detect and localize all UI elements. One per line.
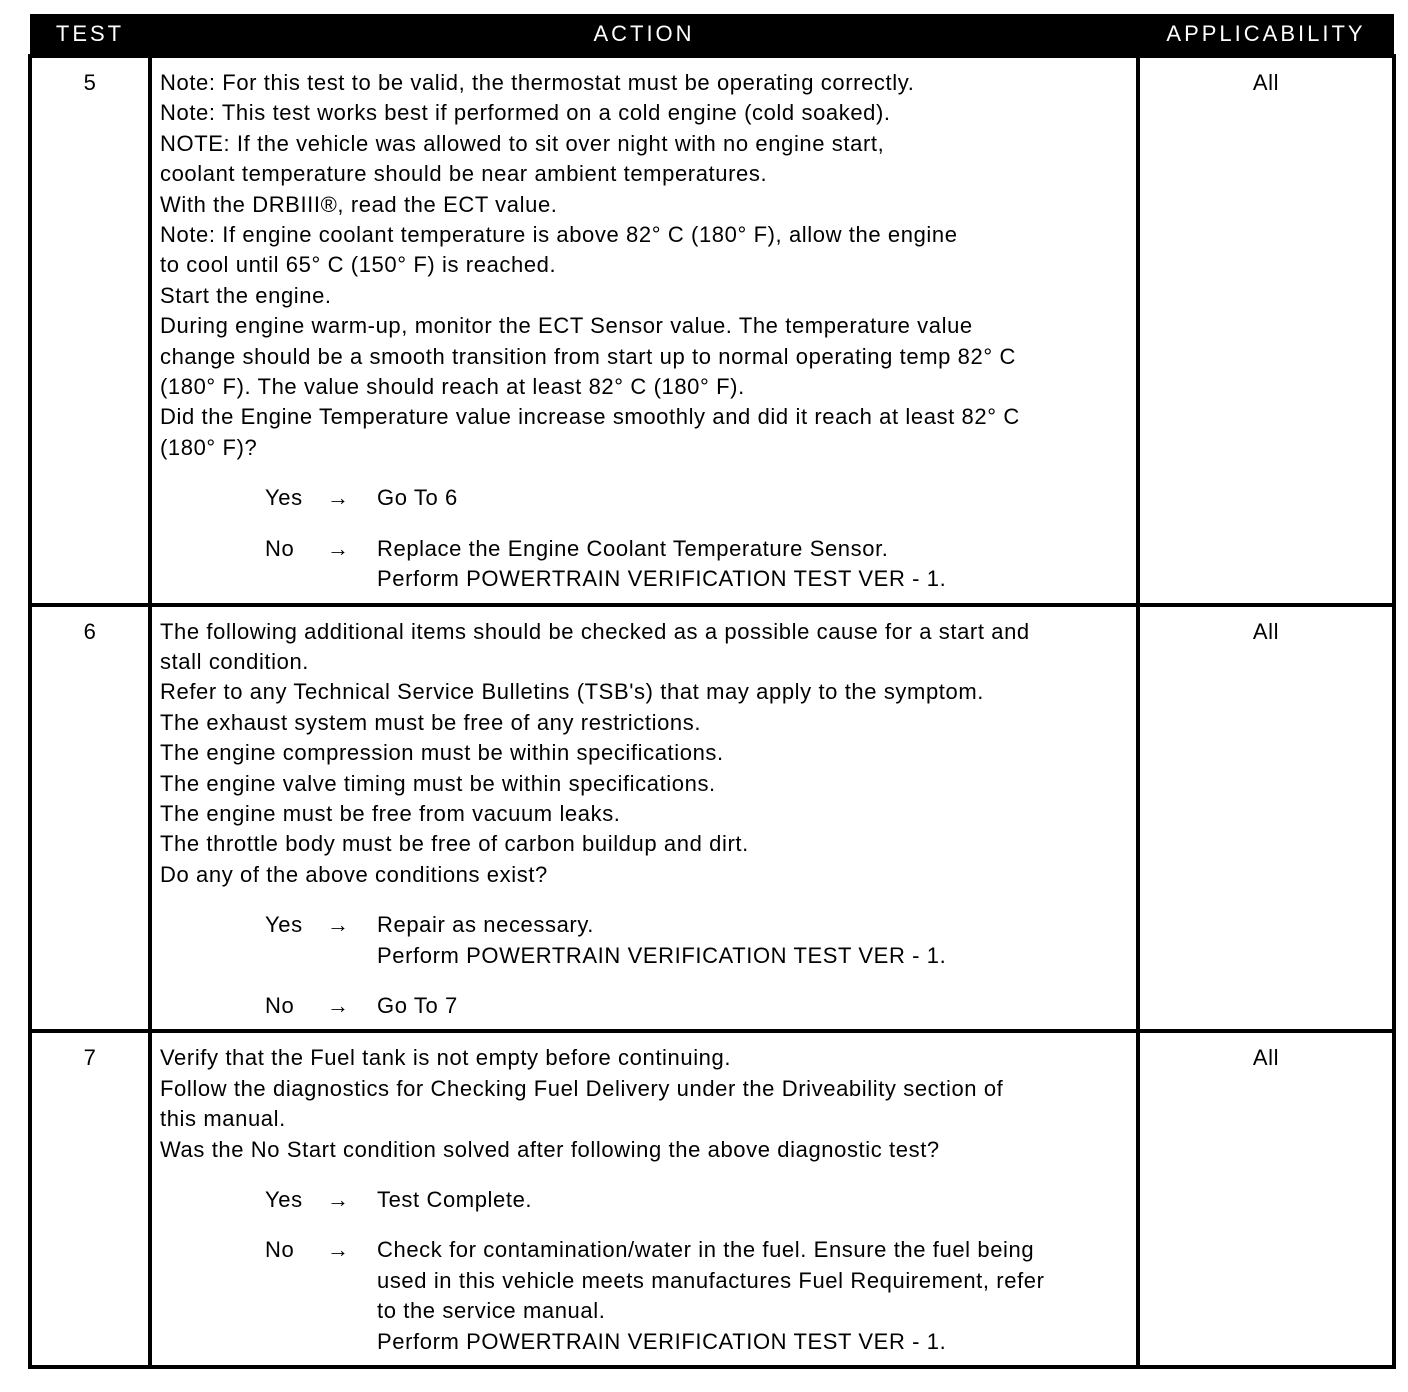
action-text-line: coolant temperature should be near ambient temperatures. <box>160 161 768 187</box>
yes-label: Yes <box>265 485 303 511</box>
action-text-line: During engine warm-up, monitor the ECT Sensor value. The temperature value <box>160 313 973 339</box>
action-text-line: Do any of the above conditions exist? <box>160 861 548 887</box>
no-result <box>377 1235 1130 1357</box>
action-text-line: stall condition. <box>160 648 310 674</box>
table-row <box>30 56 1394 605</box>
yes-result <box>377 483 1130 513</box>
right-arrow-icon: → <box>327 535 350 561</box>
action-text-line: The engine valve timing must be within specifications. <box>160 770 716 796</box>
result-text-line: Perform POWERTRAIN VERIFICATION TEST VER - 1. <box>377 942 947 968</box>
action-text-line: Note: This test works best if performed on a cold engine (cold soaked). <box>160 100 891 126</box>
header-action: ACTION <box>150 14 1138 56</box>
right-arrow-icon: → <box>327 912 350 938</box>
table-body <box>30 56 1394 1367</box>
action-text-line: The engine compression must be within specifications. <box>160 740 724 766</box>
no-label: No <box>265 535 295 561</box>
action-text-line: The engine must be free from vacuum leaks. <box>160 800 621 826</box>
no-result <box>377 991 1130 1021</box>
test-number: 7 <box>30 1031 150 1367</box>
result-text-line: Check for contamination/water in the fuel. Ensure the fuel being <box>377 1237 1035 1263</box>
table-header-row <box>30 14 1394 56</box>
header-test: TEST <box>30 14 150 56</box>
yes-label: Yes <box>265 912 303 938</box>
no-outcome <box>160 534 1130 595</box>
result-text-line: Perform POWERTRAIN VERIFICATION TEST VER - 1. <box>377 566 947 592</box>
result-text-line: Go To 6 <box>377 485 458 511</box>
result-text-line: Go To 7 <box>377 992 458 1018</box>
action-text-line: Was the No Start condition solved after following the above diagnostic test? <box>160 1136 940 1162</box>
header-applicability: APPLICABILITY <box>1138 14 1394 56</box>
action-text-line: Refer to any Technical Service Bulletins (TSB's) that may apply to the symptom. <box>160 679 984 705</box>
applicability-cell: All <box>1138 56 1394 605</box>
diagnostic-procedure-sheet <box>28 14 1392 1369</box>
action-cell <box>150 56 1138 605</box>
test-number: 6 <box>30 605 150 1032</box>
action-text-line: Note: For this test to be valid, the thermostat must be operating correctly. <box>160 70 915 95</box>
action-text-line: NOTE: If the vehicle was allowed to sit over night with no engine start, <box>160 130 885 156</box>
table-row <box>30 1031 1394 1367</box>
action-text-line: change should be a smooth transition from start up to normal operating temp 82° C <box>160 343 1016 369</box>
result-text-line: to the service manual. <box>377 1298 606 1324</box>
no-label: No <box>265 992 295 1018</box>
action-text-line: Follow the diagnostics for Checking Fuel Delivery under the Driveability section of <box>160 1075 1004 1101</box>
no-label: No <box>265 1237 295 1263</box>
right-arrow-icon: → <box>327 992 350 1018</box>
action-text-line: The throttle body must be free of carbon buildup and dirt. <box>160 831 749 857</box>
action-text-line: The exhaust system must be free of any restrictions. <box>160 709 702 735</box>
no-result <box>377 534 1130 595</box>
action-text-line: Start the engine. <box>160 282 332 308</box>
test-number: 5 <box>30 56 150 605</box>
applicability-cell: All <box>1138 1031 1394 1367</box>
yes-outcome <box>160 483 1130 513</box>
result-text-line: Perform POWERTRAIN VERIFICATION TEST VER - 1. <box>377 1328 947 1354</box>
action-text-line: this manual. <box>160 1106 286 1132</box>
table-row <box>30 605 1394 1032</box>
applicability-cell: All <box>1138 605 1394 1032</box>
action-text-line: Did the Engine Temperature value increase smoothly and did it reach at least 82° C <box>160 404 1020 430</box>
action-text-line: (180° F). The value should reach at least 82° C (180° F). <box>160 374 745 400</box>
yes-outcome <box>160 1185 1130 1215</box>
action-text-line: to cool until 65° C (150° F) is reached. <box>160 252 557 278</box>
right-arrow-icon: → <box>327 1187 350 1212</box>
right-arrow-icon: → <box>327 1237 350 1263</box>
action-cell <box>150 1031 1138 1367</box>
action-text-line: (180° F)? <box>160 434 258 460</box>
result-text-line: Test Complete. <box>377 1187 533 1212</box>
yes-outcome <box>160 910 1130 971</box>
right-arrow-icon: → <box>327 485 350 511</box>
result-text-line: Replace the Engine Coolant Temperature Sensor. <box>377 535 889 561</box>
action-text-line: The following additional items should be checked as a possible cause for a start and <box>160 618 1030 644</box>
yes-label: Yes <box>265 1187 303 1212</box>
no-outcome <box>160 1235 1130 1357</box>
result-text-line: used in this vehicle meets manufactures Fuel Requirement, refer <box>377 1267 1045 1293</box>
yes-result <box>377 910 1130 971</box>
no-outcome <box>160 991 1130 1021</box>
diagnostic-test-table <box>28 14 1396 1369</box>
action-text-line: With the DRBIII®, read the ECT value. <box>160 191 558 217</box>
result-text-line: Repair as necessary. <box>377 912 595 938</box>
action-text-line: Verify that the Fuel tank is not empty before continuing. <box>160 1045 732 1071</box>
action-text-line: Note: If engine coolant temperature is above 82° C (180° F), allow the engine <box>160 222 958 248</box>
yes-result <box>377 1185 1130 1215</box>
action-cell <box>150 605 1138 1032</box>
